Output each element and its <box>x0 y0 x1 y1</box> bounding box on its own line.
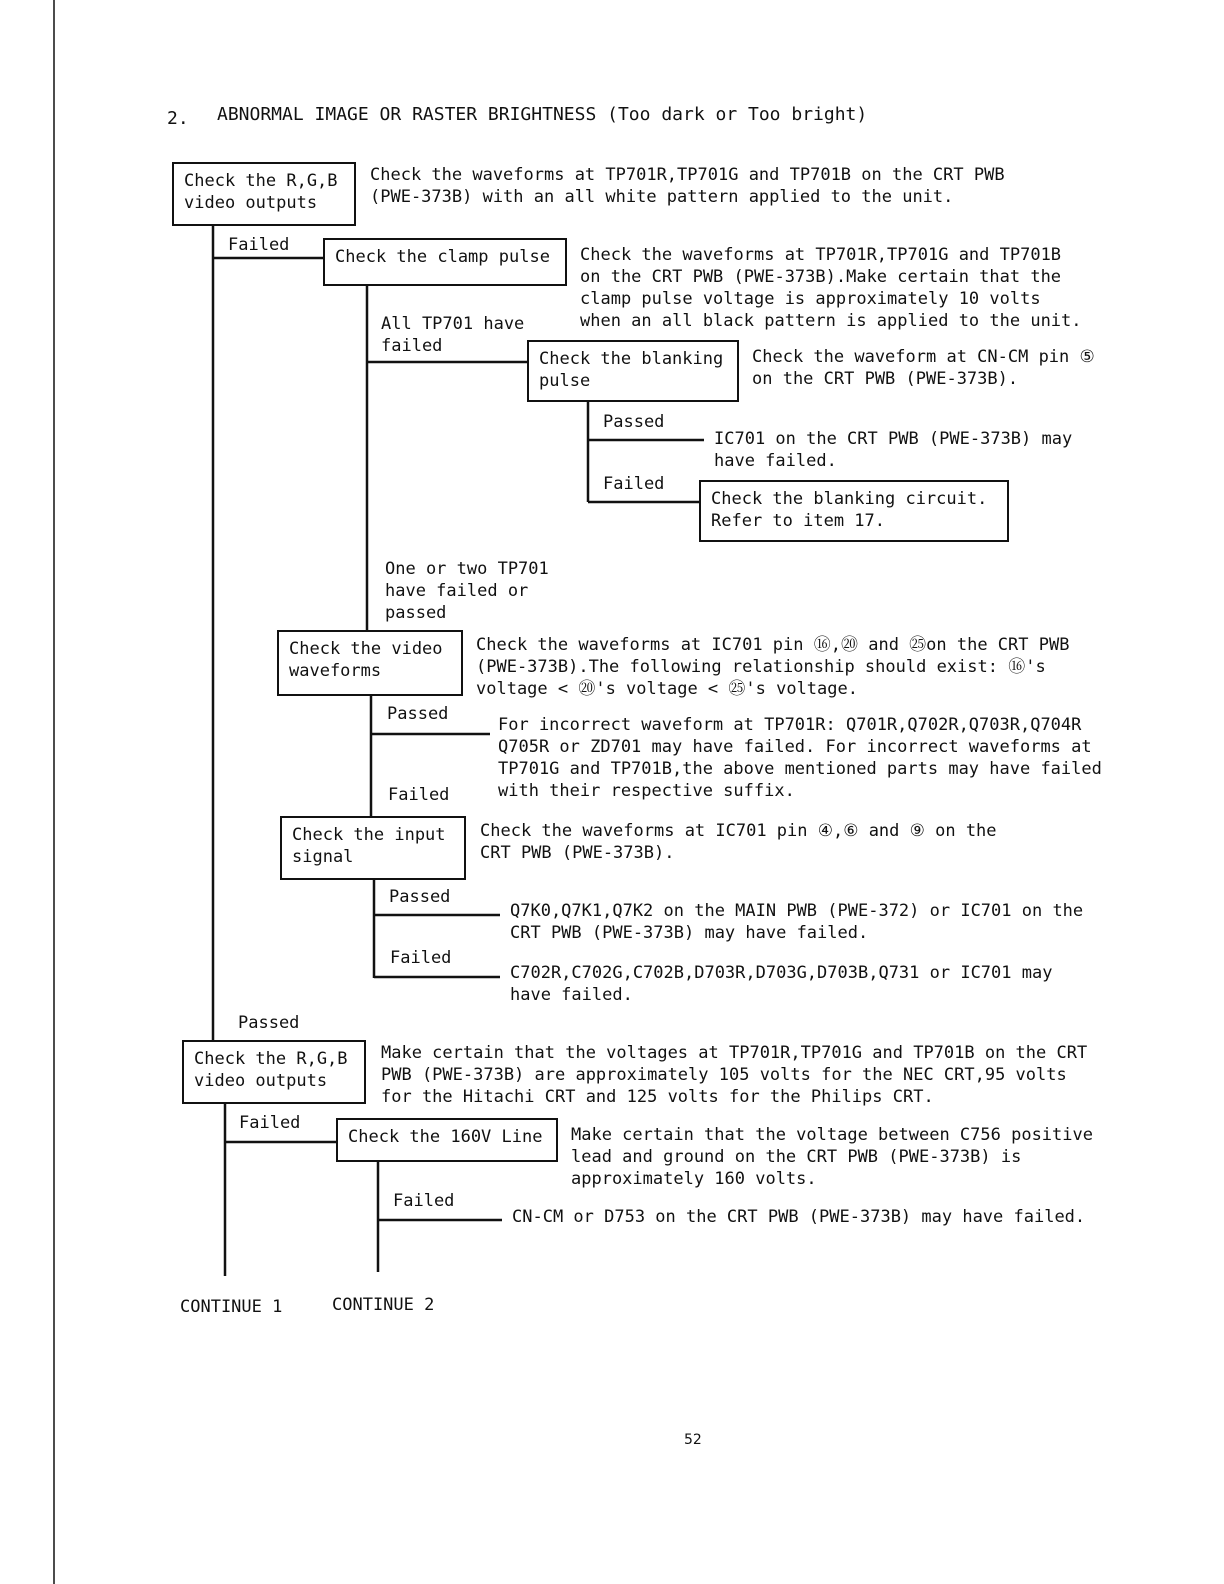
video-passed-label: Passed <box>387 704 449 724</box>
blanking-pulse-description: Check the waveform at CN-CM pin ⑤ on the CRT PWB (PWE-373B). <box>752 347 1095 389</box>
input-failed-label: Failed <box>390 948 452 968</box>
line160-failed-result: CN-CM or D753 on the CRT PWB (PWE-373B) may have failed. <box>512 1207 1086 1227</box>
video-failed-label: Failed <box>388 785 450 805</box>
video-waveforms-label: Check the video waveforms <box>289 639 443 681</box>
check-160v-line-box <box>336 1118 558 1162</box>
failed-label-1: Failed <box>228 235 290 255</box>
section-title: ABNORMAL IMAGE OR RASTER BRIGHTNESS (Too dark or Too bright) <box>217 104 868 125</box>
blanking-passed-result: IC701 on the CRT PWB (PWE-373B) may have failed. <box>714 429 1073 471</box>
one-or-two-tp701-label: One or two TP701 have failed or passed <box>385 559 549 623</box>
continue-1-label: CONTINUE 1 <box>180 1297 283 1317</box>
check-160v-line-label: Check the 160V Line <box>348 1127 543 1147</box>
input-signal-box <box>280 816 466 880</box>
clamp-pulse-label: Check the clamp pulse <box>335 247 550 267</box>
blanking-pulse-label: Check the blanking pulse <box>539 349 724 391</box>
input-failed-result: C702R,C702G,C702B,D703R,D703G,D703B,Q731 or IC701 may have failed. <box>510 963 1053 1005</box>
check-rgb-outputs-label-2: Check the R,G,B video outputs <box>194 1049 348 1091</box>
blanking-circuit-label: Check the blanking circuit. Refer to item 17. <box>711 489 988 531</box>
blanking-pulse-box <box>527 340 739 402</box>
failed-label-2: Failed <box>239 1113 301 1133</box>
passed-main-label: Passed <box>238 1013 300 1033</box>
video-waveforms-result: For incorrect waveform at TP701R: Q701R,Q702R,Q703R,Q704R Q705R or ZD701 may have failed. For incorrect waveforms at TP701G and TP701B,the above mentioned parts may have failed with their respective suffix. <box>498 715 1102 801</box>
section-number: 2. <box>167 108 189 129</box>
check-rgb-outputs-description-1: Check the waveforms at TP701R,TP701G and TP701B on the CRT PWB (PWE-373B) with an all white pattern applied to the unit. <box>370 165 1005 207</box>
input-passed-result: Q7K0,Q7K1,Q7K2 on the MAIN PWB (PWE-372) or IC701 on the CRT PWB (PWE-373B) may have failed. <box>510 901 1084 943</box>
check-rgb-outputs-box-1 <box>172 162 356 226</box>
page-number: 52 <box>684 1432 702 1448</box>
blanking-failed-label: Failed <box>603 474 665 494</box>
video-waveforms-description: Check the waveforms at IC701 pin ⑯,⑳ and ㉕on the CRT PWB (PWE-373B).The following relationship should exist: ⑯'s voltage < ⑳'s voltage < ㉕'s voltage. <box>476 635 1070 699</box>
all-tp701-failed-label: All TP701 have failed <box>381 314 525 356</box>
input-signal-label: Check the input signal <box>292 825 446 867</box>
video-waveforms-box <box>277 630 463 696</box>
blanking-passed-label: Passed <box>603 412 665 432</box>
check-rgb-outputs-label-1: Check the R,G,B video outputs <box>184 171 338 213</box>
input-signal-description: Check the waveforms at IC701 pin ④,⑥ and ⑨ on the CRT PWB (PWE-373B). <box>480 821 997 863</box>
clamp-pulse-description: Check the waveforms at TP701R,TP701G and TP701B on the CRT PWB (PWE-373B).Make certain that the clamp pulse voltage is approximately 10 volts when an all black pattern is applied to the unit. <box>580 245 1082 331</box>
line160-failed-label: Failed <box>393 1191 455 1211</box>
clamp-pulse-box <box>323 238 567 286</box>
check-rgb-outputs-description-2: Make certain that the voltages at TP701R,TP701G and TP701B on the CRT PWB (PWE-373B) are approximately 105 volts for the NEC CRT,95 volts for the Hitachi CRT and 125 volts for the Philips CRT. <box>381 1043 1088 1107</box>
check-160v-line-description: Make certain that the voltage between C756 positive lead and ground on the CRT PWB (PWE-373B) is approximately 160 volts. <box>571 1125 1093 1189</box>
blanking-circuit-box <box>699 480 1009 542</box>
continue-2-label: CONTINUE 2 <box>332 1295 435 1315</box>
check-rgb-outputs-box-2 <box>182 1040 366 1104</box>
input-passed-label: Passed <box>389 887 451 907</box>
